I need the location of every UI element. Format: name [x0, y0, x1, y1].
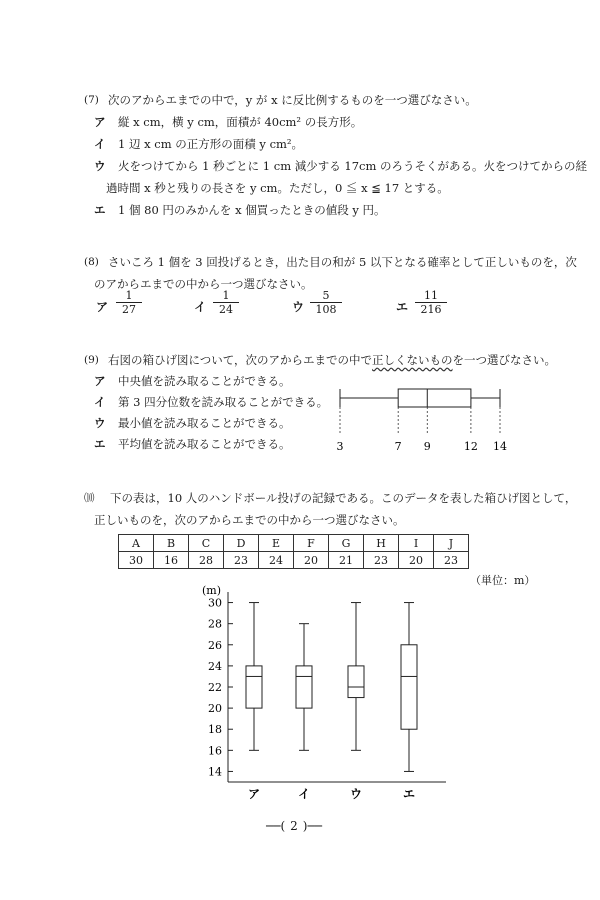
q8-opt-c-label: ウ [292, 300, 305, 314]
table-header-cell: E [259, 535, 294, 552]
table-value-cell: 23 [434, 552, 469, 569]
iqr-box [348, 666, 364, 698]
table-value-cell: 20 [294, 552, 329, 569]
table-value-cell: 24 [259, 552, 294, 569]
q9-opt-a: 中央値を読み取ることができる。 [118, 374, 291, 388]
q9-opt-d: 平均値を読み取ることができる。 [118, 437, 291, 451]
q8-opt-a-den: 27 [116, 302, 142, 317]
page-number: 2 [290, 819, 298, 833]
table-header-cell: J [434, 535, 469, 552]
page-footer: ──( 2 )── [266, 819, 322, 833]
table-header-cell: D [224, 535, 259, 552]
iqr-box [246, 666, 262, 708]
table-header-cell: B [154, 535, 189, 552]
y-tick-label: 28 [208, 617, 222, 631]
category-label: ウ [349, 787, 363, 801]
q10-boxplots [180, 582, 450, 802]
q8-opt-a-fraction [116, 289, 142, 317]
q10-boxplot-marks [202, 584, 446, 801]
y-tick-label: 22 [208, 681, 222, 694]
q9-boxplot-marks [337, 389, 508, 453]
q8-opt-c-num: 5 [322, 289, 330, 302]
q7-opt-a: 縦 x cm，横 y cm，面積が 40cm² の長方形。 [118, 115, 363, 129]
y-tick-label: 26 [208, 638, 222, 652]
q8-stem-1: さいころ 1 個を 3 回投げるとき，出た目の和が 5 以下となる確率として正しいものを，次 [108, 255, 577, 269]
q8-opt-b-label: イ [194, 300, 207, 314]
tick-label: 14 [493, 440, 507, 453]
q10-data-table [118, 534, 469, 569]
q9-opt-c-label: ウ [94, 416, 106, 430]
q8-opt-c-fraction [310, 289, 342, 317]
iqr-box [296, 666, 312, 708]
q8-opt-d-den: 216 [415, 302, 447, 317]
table-header-cell: A [119, 535, 154, 552]
q9-stem [108, 352, 556, 368]
y-tick-label: 24 [208, 659, 222, 673]
table-value-cell: 23 [364, 552, 399, 569]
table-value-cell: 23 [224, 552, 259, 569]
category-label: ア [247, 787, 261, 801]
q7-opt-b: 1 辺 x cm の正方形の面積 y cm²。 [118, 137, 304, 151]
q8-opt-b-den: 24 [213, 302, 239, 317]
q8-opt-a-num: 1 [125, 289, 133, 302]
q7-opt-d-label: エ [94, 203, 106, 217]
y-axis-unit: (m) [202, 584, 222, 597]
y-tick-label: 16 [208, 744, 222, 758]
q10-table-value-row [119, 552, 469, 569]
iqr-box [398, 389, 471, 407]
q9-opt-a-label: ア [94, 374, 106, 388]
q7-opt-a-label: ア [94, 115, 106, 129]
table-header-cell: F [294, 535, 329, 552]
y-tick-label: 20 [208, 702, 222, 716]
q9-stem-b: を一つ選びなさい。 [452, 353, 557, 367]
q8-number: (8) [84, 256, 99, 268]
q9-opt-b-label: イ [94, 395, 106, 409]
table-header-cell: I [399, 535, 434, 552]
q9-boxplot [330, 378, 520, 460]
q8-opt-b-fraction [213, 289, 239, 317]
q8-opt-d-fraction [415, 289, 447, 317]
table-value-cell: 16 [154, 552, 189, 569]
q10-table-header-row [119, 535, 469, 552]
iqr-box [401, 645, 417, 729]
q8-opt-d-label: エ [396, 300, 409, 314]
q10-unit: （単位：m） [470, 574, 536, 587]
q10-stem-2: 正しいものを，次のアからエまでの中から一つ選びなさい。 [94, 513, 405, 527]
q7-opt-c: 火をつけてから 1 秒ごとに 1 cm 減少する 17cm のろうそくがある。火をつけてからの経 [118, 159, 588, 173]
q8-stem-2: のアからエまでの中から一つ選びなさい。 [94, 277, 313, 291]
q10-stem-1: 下の表は，10 人のハンドボール投げの記録である。このデータを表した箱ひげ図として， [110, 491, 577, 505]
q8-opt-b-num: 1 [222, 289, 230, 302]
q7-opt-c-label: ウ [94, 159, 106, 173]
table-header-cell: H [364, 535, 399, 552]
q9-stem-a: 右図の箱ひげ図について，次のアからエまでの中で [108, 353, 373, 367]
table-value-cell: 30 [119, 552, 154, 569]
tick-label: 12 [463, 440, 478, 453]
category-label: エ [402, 787, 416, 801]
q9-stem-emphasis: 正しくないもの [372, 353, 453, 367]
q7-opt-d: 1 個 80 円のみかんを x 個買ったときの値段 y 円。 [118, 203, 386, 217]
q8-opt-c-den: 108 [310, 302, 342, 317]
tick-label: 3 [336, 440, 344, 453]
q7-opt-b-label: イ [94, 137, 106, 151]
q7-stem: 次のアからエまでの中で，y が x に反比例するものを一つ選びなさい。 [108, 93, 477, 107]
category-label: イ [297, 787, 311, 801]
table-header-cell: G [329, 535, 364, 552]
table-value-cell: 28 [189, 552, 224, 569]
q9-opt-c: 最小値を読み取ることができる。 [118, 416, 291, 430]
q7-opt-c-cont: 過時間 x 秒と残りの長さを y cm。ただし，0 ≦ x ≦ 17 とする。 [106, 181, 449, 195]
table-value-cell: 20 [399, 552, 434, 569]
tick-label: 7 [394, 440, 402, 453]
q7-number: (7) [84, 94, 99, 106]
q9-opt-d-label: エ [94, 437, 106, 451]
q10-number: ⑽ [84, 492, 95, 504]
table-value-cell: 21 [329, 552, 364, 569]
q8-opt-d-num: 11 [424, 289, 438, 302]
table-header-cell: C [189, 535, 224, 552]
q8-opt-a-label: ア [96, 300, 109, 314]
q9-opt-b: 第 3 四分位数を読み取ることができる。 [118, 395, 329, 409]
tick-label: 9 [423, 440, 431, 453]
y-tick-label: 18 [208, 723, 222, 737]
y-tick-label: 14 [208, 765, 222, 779]
y-tick-label: 30 [208, 596, 222, 610]
q9-number: (9) [84, 354, 99, 366]
